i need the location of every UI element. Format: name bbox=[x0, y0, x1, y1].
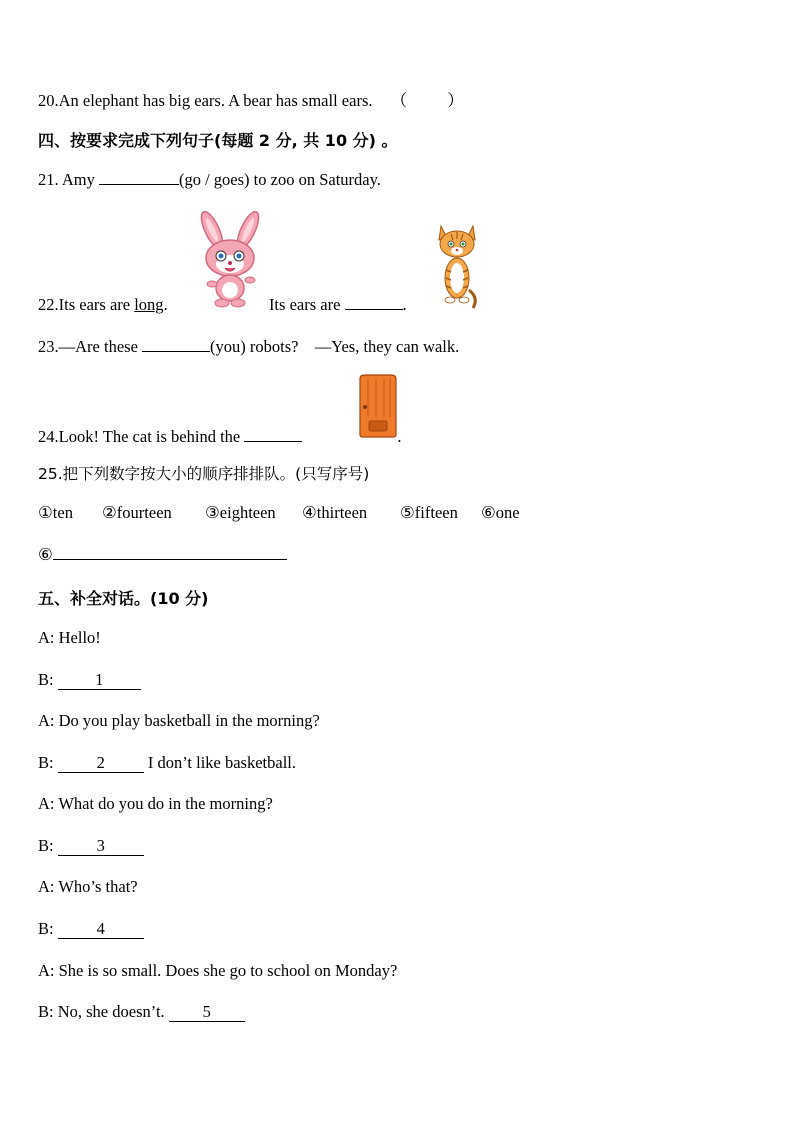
answer-prefix: ⑥ bbox=[38, 545, 53, 564]
dialogue-line bbox=[38, 628, 101, 648]
question-22-prefix: 22.Its ears are bbox=[38, 295, 135, 314]
underlined-word-long: long bbox=[134, 295, 164, 314]
blank-number[interactable]: 3 bbox=[58, 837, 144, 856]
question-24 bbox=[38, 427, 401, 447]
question-24-end: . bbox=[397, 427, 402, 446]
question-23 bbox=[38, 337, 459, 357]
dialogue-text: No, she doesn’t. bbox=[57, 1002, 169, 1021]
speaker-label: A: bbox=[38, 628, 59, 647]
answer-paren-close: ） bbox=[447, 91, 464, 110]
dialogue-text: Do you play basketball in the morning? bbox=[58, 711, 320, 730]
question-22-dot: . bbox=[163, 295, 168, 314]
answer-blank[interactable] bbox=[99, 170, 179, 185]
answer-paren-open: （ bbox=[390, 91, 408, 110]
option-5: ⑤fifteen bbox=[400, 503, 458, 522]
dialogue-line bbox=[38, 1002, 245, 1022]
speaker-label: B: bbox=[38, 753, 58, 772]
dialogue-line bbox=[38, 961, 397, 981]
option-3: ③eighteen bbox=[205, 503, 276, 522]
answer-blank[interactable] bbox=[142, 337, 210, 352]
question-23-answer: —Yes, they can walk. bbox=[314, 337, 460, 356]
question-25 bbox=[38, 462, 369, 484]
question-22-end: . bbox=[402, 295, 407, 314]
blank-number[interactable]: 1 bbox=[58, 671, 141, 690]
section-4-heading: 四、按要求完成下列句子(每题 2 分, 共 10 分) 。 bbox=[38, 131, 398, 150]
speaker-label: A: bbox=[38, 877, 59, 896]
speaker-label: B: bbox=[38, 919, 58, 938]
speaker-label: A: bbox=[38, 961, 59, 980]
speaker-label: B: bbox=[38, 670, 58, 689]
question-21-suffix: (go / goes) to zoo on Saturday. bbox=[178, 170, 381, 189]
dialogue-line bbox=[38, 753, 296, 773]
dialogue-line bbox=[38, 670, 141, 690]
answer-blank[interactable] bbox=[53, 545, 287, 560]
dialogue-line bbox=[38, 877, 138, 897]
option-2: ②fourteen bbox=[102, 503, 172, 522]
question-20 bbox=[38, 87, 464, 111]
speaker-label: A: bbox=[38, 711, 59, 730]
option-6: ⑥one bbox=[481, 503, 520, 522]
question-22 bbox=[38, 295, 407, 315]
cat-picture bbox=[433, 222, 481, 310]
answer-blank[interactable] bbox=[345, 295, 403, 310]
dialogue-text: Who’s that? bbox=[58, 877, 138, 896]
speaker-label: B: bbox=[38, 1002, 58, 1021]
question-20-text: 20.An elephant has big ears. A bear has small ears. bbox=[38, 91, 373, 110]
blank-number[interactable]: 5 bbox=[169, 1003, 245, 1022]
question-21 bbox=[38, 170, 381, 190]
option-4: ④thirteen bbox=[302, 503, 368, 522]
question-25-answer bbox=[38, 545, 287, 565]
dialogue-text: I don’t like basketball. bbox=[143, 753, 297, 772]
dialogue-text: Hello! bbox=[58, 628, 101, 647]
dialogue-line bbox=[38, 794, 273, 814]
dialogue-line bbox=[38, 711, 320, 731]
option-1: ①ten bbox=[38, 503, 73, 522]
dialogue-text: What do you do in the morning? bbox=[58, 794, 273, 813]
question-24-prefix: 24.Look! The cat is behind the bbox=[38, 427, 245, 446]
dialogue-line bbox=[38, 836, 144, 856]
blank-number[interactable]: 2 bbox=[58, 754, 144, 773]
speaker-label: A: bbox=[38, 794, 59, 813]
section-5-heading: 五、补全对话。(10 分) bbox=[38, 589, 209, 608]
answer-blank[interactable] bbox=[244, 427, 302, 442]
dialogue-text: She is so small. Does she go to school on Monday? bbox=[58, 961, 398, 980]
question-23-middle: (you) robots? bbox=[210, 337, 299, 356]
question-25-text: 25.把下列数字按大小的顺序排排队。(只写序号) bbox=[38, 465, 370, 483]
question-21-prefix: 21. Amy bbox=[38, 170, 99, 189]
blank-number[interactable]: 4 bbox=[58, 920, 144, 939]
speaker-label: B: bbox=[38, 836, 58, 855]
question-23-prefix: 23.—Are these bbox=[38, 337, 143, 356]
dialogue-line bbox=[38, 919, 144, 939]
question-22-second: Its ears are bbox=[268, 295, 345, 314]
